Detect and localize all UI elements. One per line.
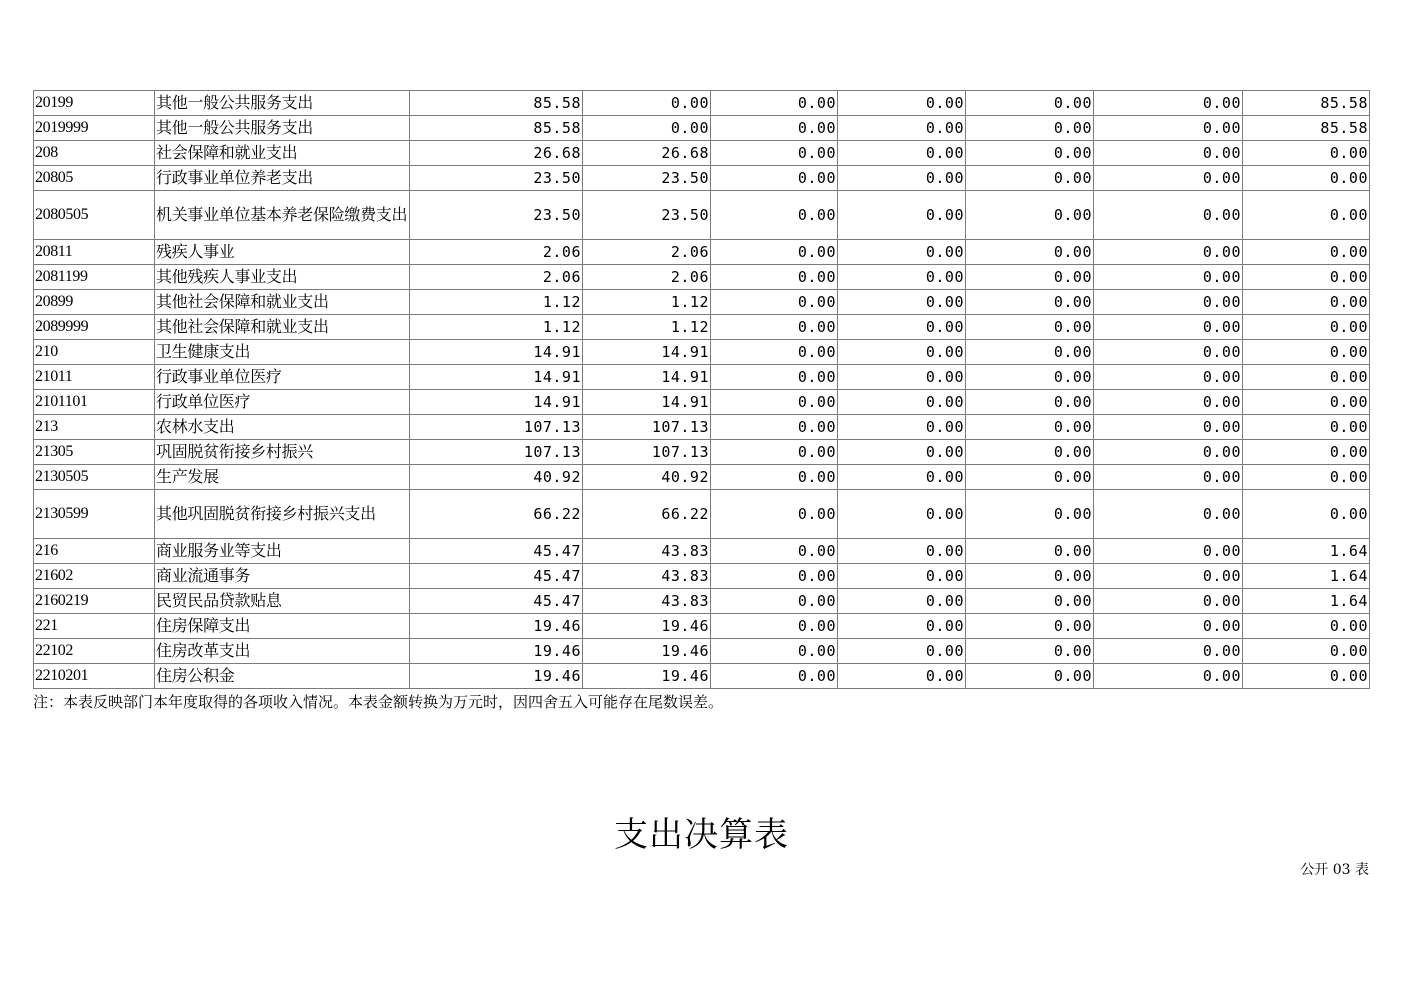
cell-value-3: 0.00 [711,191,838,240]
cell-name: 其他巩固脱贫衔接乡村振兴支出 [155,490,410,539]
table-row [34,290,1370,315]
cell-value-4: 0.00 [838,91,966,116]
table-row [34,141,1370,166]
cell-value-3: 0.00 [711,315,838,340]
cell-value-2: 23.50 [583,191,711,240]
cell-value-6: 0.00 [1094,166,1243,191]
table-row [34,614,1370,639]
table-row [34,390,1370,415]
cell-code: 20811 [34,240,155,265]
cell-value-6: 0.00 [1094,265,1243,290]
cell-value-3: 0.00 [711,365,838,390]
cell-value-7: 85.58 [1243,91,1370,116]
cell-name: 生产发展 [155,465,410,490]
cell-value-7: 0.00 [1243,290,1370,315]
cell-value-3: 0.00 [711,240,838,265]
cell-value-6: 0.00 [1094,240,1243,265]
cell-value-4: 0.00 [838,315,966,340]
table-row [34,166,1370,191]
table-body [34,91,1370,689]
cell-value-1: 45.47 [410,589,583,614]
cell-value-1: 1.12 [410,315,583,340]
cell-value-1: 23.50 [410,191,583,240]
cell-value-4: 0.00 [838,340,966,365]
cell-value-2: 14.91 [583,390,711,415]
cell-code: 2019999 [34,116,155,141]
cell-value-1: 40.92 [410,465,583,490]
cell-value-3: 0.00 [711,141,838,166]
cell-value-5: 0.00 [966,315,1094,340]
cell-value-6: 0.00 [1094,191,1243,240]
cell-value-2: 2.06 [583,265,711,290]
cell-value-4: 0.00 [838,116,966,141]
table-row [34,664,1370,689]
cell-value-4: 0.00 [838,265,966,290]
cell-value-1: 45.47 [410,564,583,589]
cell-value-5: 0.00 [966,639,1094,664]
cell-value-6: 0.00 [1094,340,1243,365]
cell-code: 20199 [34,91,155,116]
cell-value-1: 19.46 [410,614,583,639]
cell-code: 221 [34,614,155,639]
cell-code: 2160219 [34,589,155,614]
table-row [34,490,1370,539]
cell-value-5: 0.00 [966,240,1094,265]
cell-value-7: 0.00 [1243,191,1370,240]
cell-value-7: 1.64 [1243,589,1370,614]
cell-value-2: 1.12 [583,315,711,340]
cell-name: 社会保障和就业支出 [155,141,410,166]
cell-value-7: 1.64 [1243,539,1370,564]
cell-value-5: 0.00 [966,365,1094,390]
cell-value-6: 0.00 [1094,614,1243,639]
cell-value-4: 0.00 [838,290,966,315]
cell-value-7: 0.00 [1243,141,1370,166]
cell-value-6: 0.00 [1094,465,1243,490]
cell-value-1: 85.58 [410,116,583,141]
cell-value-1: 23.50 [410,166,583,191]
cell-value-2: 66.22 [583,490,711,539]
table-row [34,340,1370,365]
cell-value-1: 19.46 [410,639,583,664]
cell-value-7: 0.00 [1243,315,1370,340]
cell-value-5: 0.00 [966,614,1094,639]
cell-code: 20899 [34,290,155,315]
cell-value-4: 0.00 [838,589,966,614]
cell-value-7: 0.00 [1243,340,1370,365]
cell-value-5: 0.00 [966,141,1094,166]
cell-name: 其他社会保障和就业支出 [155,290,410,315]
cell-value-3: 0.00 [711,465,838,490]
cell-value-7: 85.58 [1243,116,1370,141]
cell-value-6: 0.00 [1094,91,1243,116]
cell-value-7: 0.00 [1243,390,1370,415]
table-row [34,465,1370,490]
cell-value-2: 2.06 [583,240,711,265]
cell-value-5: 0.00 [966,390,1094,415]
cell-name: 行政事业单位医疗 [155,365,410,390]
cell-value-7: 0.00 [1243,265,1370,290]
cell-value-7: 0.00 [1243,415,1370,440]
cell-name: 卫生健康支出 [155,340,410,365]
cell-value-3: 0.00 [711,564,838,589]
table-row [34,415,1370,440]
cell-value-3: 0.00 [711,166,838,191]
cell-value-1: 66.22 [410,490,583,539]
cell-name: 住房保障支出 [155,614,410,639]
cell-value-1: 45.47 [410,539,583,564]
cell-value-7: 0.00 [1243,639,1370,664]
cell-value-6: 0.00 [1094,141,1243,166]
cell-value-1: 2.06 [410,240,583,265]
cell-value-7: 0.00 [1243,614,1370,639]
cell-value-7: 0.00 [1243,465,1370,490]
table-row [34,365,1370,390]
cell-code: 2210201 [34,664,155,689]
cell-name: 其他残疾人事业支出 [155,265,410,290]
cell-value-6: 0.00 [1094,365,1243,390]
cell-value-6: 0.00 [1094,290,1243,315]
cell-name: 住房公积金 [155,664,410,689]
cell-value-2: 1.12 [583,290,711,315]
cell-code: 208 [34,141,155,166]
cell-value-6: 0.00 [1094,564,1243,589]
cell-value-3: 0.00 [711,539,838,564]
cell-value-6: 0.00 [1094,315,1243,340]
table-footnote: 注：本表反映部门本年度取得的各项收入情况。本表金额转换为万元时，因四舍五入可能存在尾数误差。 [33,693,724,711]
cell-value-4: 0.00 [838,465,966,490]
cell-value-3: 0.00 [711,589,838,614]
cell-name: 民贸民品贷款贴息 [155,589,410,614]
cell-value-5: 0.00 [966,539,1094,564]
cell-value-4: 0.00 [838,240,966,265]
cell-name: 行政单位医疗 [155,390,410,415]
table-row [34,440,1370,465]
cell-value-4: 0.00 [838,639,966,664]
cell-value-5: 0.00 [966,166,1094,191]
cell-value-2: 14.91 [583,365,711,390]
cell-value-1: 19.46 [410,664,583,689]
cell-name: 其他社会保障和就业支出 [155,315,410,340]
cell-value-3: 0.00 [711,490,838,539]
cell-value-4: 0.00 [838,365,966,390]
cell-value-4: 0.00 [838,141,966,166]
cell-value-2: 43.83 [583,564,711,589]
cell-value-6: 0.00 [1094,116,1243,141]
cell-value-5: 0.00 [966,589,1094,614]
table-row [34,315,1370,340]
cell-value-6: 0.00 [1094,639,1243,664]
cell-value-4: 0.00 [838,440,966,465]
cell-value-3: 0.00 [711,116,838,141]
cell-value-1: 14.91 [410,365,583,390]
cell-value-7: 0.00 [1243,240,1370,265]
cell-name: 残疾人事业 [155,240,410,265]
cell-value-2: 107.13 [583,440,711,465]
cell-value-4: 0.00 [838,564,966,589]
cell-code: 213 [34,415,155,440]
cell-value-5: 0.00 [966,191,1094,240]
cell-value-6: 0.00 [1094,440,1243,465]
cell-value-1: 2.06 [410,265,583,290]
cell-value-6: 0.00 [1094,415,1243,440]
cell-value-3: 0.00 [711,265,838,290]
cell-value-2: 23.50 [583,166,711,191]
cell-value-1: 85.58 [410,91,583,116]
cell-value-3: 0.00 [711,390,838,415]
cell-value-5: 0.00 [966,440,1094,465]
cell-value-4: 0.00 [838,664,966,689]
cell-value-2: 19.46 [583,614,711,639]
cell-value-7: 0.00 [1243,440,1370,465]
cell-code: 21305 [34,440,155,465]
cell-value-3: 0.00 [711,440,838,465]
cell-name: 其他一般公共服务支出 [155,116,410,141]
cell-value-2: 14.91 [583,340,711,365]
cell-name: 农林水支出 [155,415,410,440]
cell-name: 其他一般公共服务支出 [155,91,410,116]
cell-value-2: 19.46 [583,639,711,664]
cell-value-4: 0.00 [838,539,966,564]
cell-value-5: 0.00 [966,290,1094,315]
cell-value-7: 0.00 [1243,365,1370,390]
table-row [34,539,1370,564]
cell-value-2: 0.00 [583,91,711,116]
cell-name: 住房改革支出 [155,639,410,664]
cell-value-7: 1.64 [1243,564,1370,589]
cell-name: 巩固脱贫衔接乡村振兴 [155,440,410,465]
cell-code: 21011 [34,365,155,390]
cell-value-1: 14.91 [410,340,583,365]
cell-value-4: 0.00 [838,490,966,539]
cell-code: 22102 [34,639,155,664]
cell-name: 商业流通事务 [155,564,410,589]
cell-value-1: 1.12 [410,290,583,315]
cell-value-5: 0.00 [966,490,1094,539]
table-row [34,191,1370,240]
cell-value-7: 0.00 [1243,490,1370,539]
cell-name: 行政事业单位养老支出 [155,166,410,191]
cell-value-5: 0.00 [966,116,1094,141]
cell-value-5: 0.00 [966,415,1094,440]
cell-value-5: 0.00 [966,340,1094,365]
cell-code: 210 [34,340,155,365]
form-number: 公开 03 表 [1300,862,1369,878]
table-row [34,91,1370,116]
cell-value-3: 0.00 [711,340,838,365]
cell-value-2: 107.13 [583,415,711,440]
cell-value-3: 0.00 [711,290,838,315]
cell-value-2: 43.83 [583,589,711,614]
cell-value-4: 0.00 [838,166,966,191]
cell-code: 2081199 [34,265,155,290]
table-row [34,116,1370,141]
cell-value-5: 0.00 [966,564,1094,589]
cell-value-3: 0.00 [711,614,838,639]
cell-value-2: 19.46 [583,664,711,689]
cell-value-1: 26.68 [410,141,583,166]
cell-value-6: 0.00 [1094,664,1243,689]
table-row [34,265,1370,290]
cell-name: 机关事业单位基本养老保险缴费支出 [155,191,410,240]
cell-value-1: 107.13 [410,440,583,465]
cell-code: 216 [34,539,155,564]
cell-value-2: 26.68 [583,141,711,166]
cell-code: 20805 [34,166,155,191]
cell-value-5: 0.00 [966,664,1094,689]
cell-value-4: 0.00 [838,415,966,440]
cell-value-6: 0.00 [1094,490,1243,539]
cell-value-4: 0.00 [838,390,966,415]
cell-code: 21602 [34,564,155,589]
table-row [34,639,1370,664]
cell-code: 2101101 [34,390,155,415]
cell-code: 2130599 [34,490,155,539]
table-row [34,564,1370,589]
table-row [34,240,1370,265]
cell-value-6: 0.00 [1094,539,1243,564]
cell-value-3: 0.00 [711,91,838,116]
section-title: 支出决算表 [614,815,789,855]
cell-value-6: 0.00 [1094,390,1243,415]
cell-value-5: 0.00 [966,91,1094,116]
cell-value-6: 0.00 [1094,589,1243,614]
cell-name: 商业服务业等支出 [155,539,410,564]
cell-value-7: 0.00 [1243,166,1370,191]
income-table [33,90,1370,689]
cell-code: 2089999 [34,315,155,340]
cell-value-1: 14.91 [410,390,583,415]
cell-code: 2080505 [34,191,155,240]
cell-value-4: 0.00 [838,614,966,639]
cell-value-3: 0.00 [711,415,838,440]
cell-value-2: 0.00 [583,116,711,141]
cell-value-7: 0.00 [1243,664,1370,689]
cell-value-3: 0.00 [711,639,838,664]
cell-value-5: 0.00 [966,465,1094,490]
cell-value-5: 0.00 [966,265,1094,290]
cell-value-4: 0.00 [838,191,966,240]
cell-value-2: 43.83 [583,539,711,564]
cell-value-2: 40.92 [583,465,711,490]
table-row [34,589,1370,614]
cell-value-3: 0.00 [711,664,838,689]
cell-code: 2130505 [34,465,155,490]
cell-value-1: 107.13 [410,415,583,440]
